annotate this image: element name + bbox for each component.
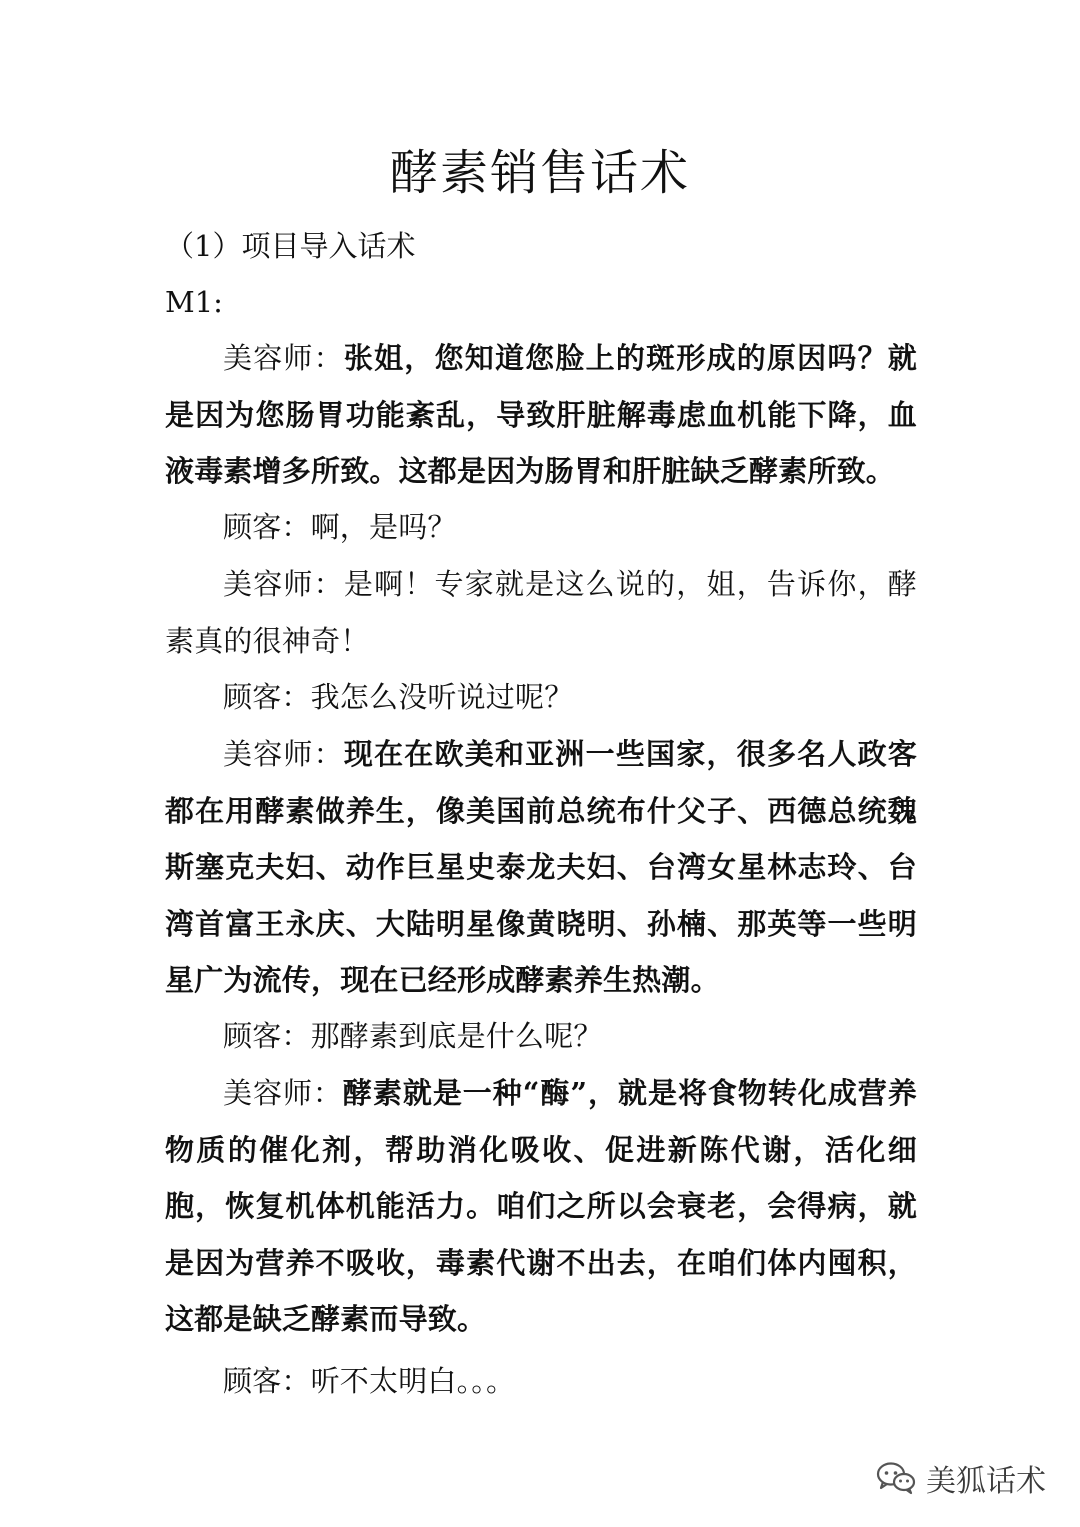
dialogue-line	[165, 1353, 917, 1410]
dialogue-line	[165, 556, 917, 669]
speaker-label: 美容师：	[223, 737, 344, 771]
speech-text: 啊，是吗？	[310, 510, 457, 544]
dialogue-line	[165, 1008, 917, 1065]
section-heading: （1）项目导入话术	[165, 229, 416, 263]
m1-label: M1:	[165, 285, 223, 319]
dialogue-line	[165, 499, 917, 556]
speaker-label: 美容师：	[223, 567, 344, 601]
speech-text: 那酵素到底是什么呢？	[310, 1019, 603, 1053]
dialogue-line	[165, 1065, 917, 1348]
watermark-text: 美狐话术	[926, 1464, 1046, 1499]
speech-text: 听不太明白。。。	[310, 1364, 516, 1398]
speaker-label: 顾客：	[223, 510, 311, 544]
speech-text: 我怎么没听说过呢？	[310, 680, 574, 714]
page-title: 酵素销售话术	[389, 145, 690, 201]
speaker-label: 顾客：	[223, 1364, 311, 1398]
watermark	[876, 1455, 1046, 1501]
wechat-icon	[876, 1461, 916, 1495]
speech-text: 现在在欧美和亚洲一些国家，很多名人政客都在用酵素做养生，像美国前总统布什父子、西德总统魏斯塞克夫妇、动作巨星史泰龙夫妇、台湾女星林志玲、台湾首富王永庆、大陆明星像黄晓明、孙楠、那英等一些明星广为流传，现在已经形成酵素养生热潮。	[165, 737, 917, 997]
dialogue-line	[165, 726, 917, 1009]
dialogue-line	[165, 330, 917, 500]
speaker-label: 美容师：	[223, 341, 344, 375]
speaker-label: 美容师：	[223, 1076, 343, 1110]
speech-text: 张姐，您知道您脸上的斑形成的原因吗？就是因为您肠胃功能紊乱，导致肝脏解毒虑血机能下降，血液毒素增多所致。这都是因为肠胃和肝脏缺乏酵素所致。	[165, 341, 917, 488]
speech-text: 酵素就是一种“酶”，就是将食物转化成营养物质的催化剂，帮助消化吸收、促进新陈代谢，活化细胞，恢复机体机能活力。咱们之所以会衰老，会得病，就是因为营养不吸收，毒素代谢不出去，在咱们体内囤积，这都是缺乏酵素而导致。	[165, 1076, 917, 1336]
dialogue-line	[165, 669, 917, 726]
speaker-label: 顾客：	[223, 680, 311, 714]
speaker-label: 顾客：	[223, 1019, 311, 1053]
speech-text: 是啊！专家就是这么说的，姐，告诉你，酵素真的很神奇！	[165, 567, 917, 658]
